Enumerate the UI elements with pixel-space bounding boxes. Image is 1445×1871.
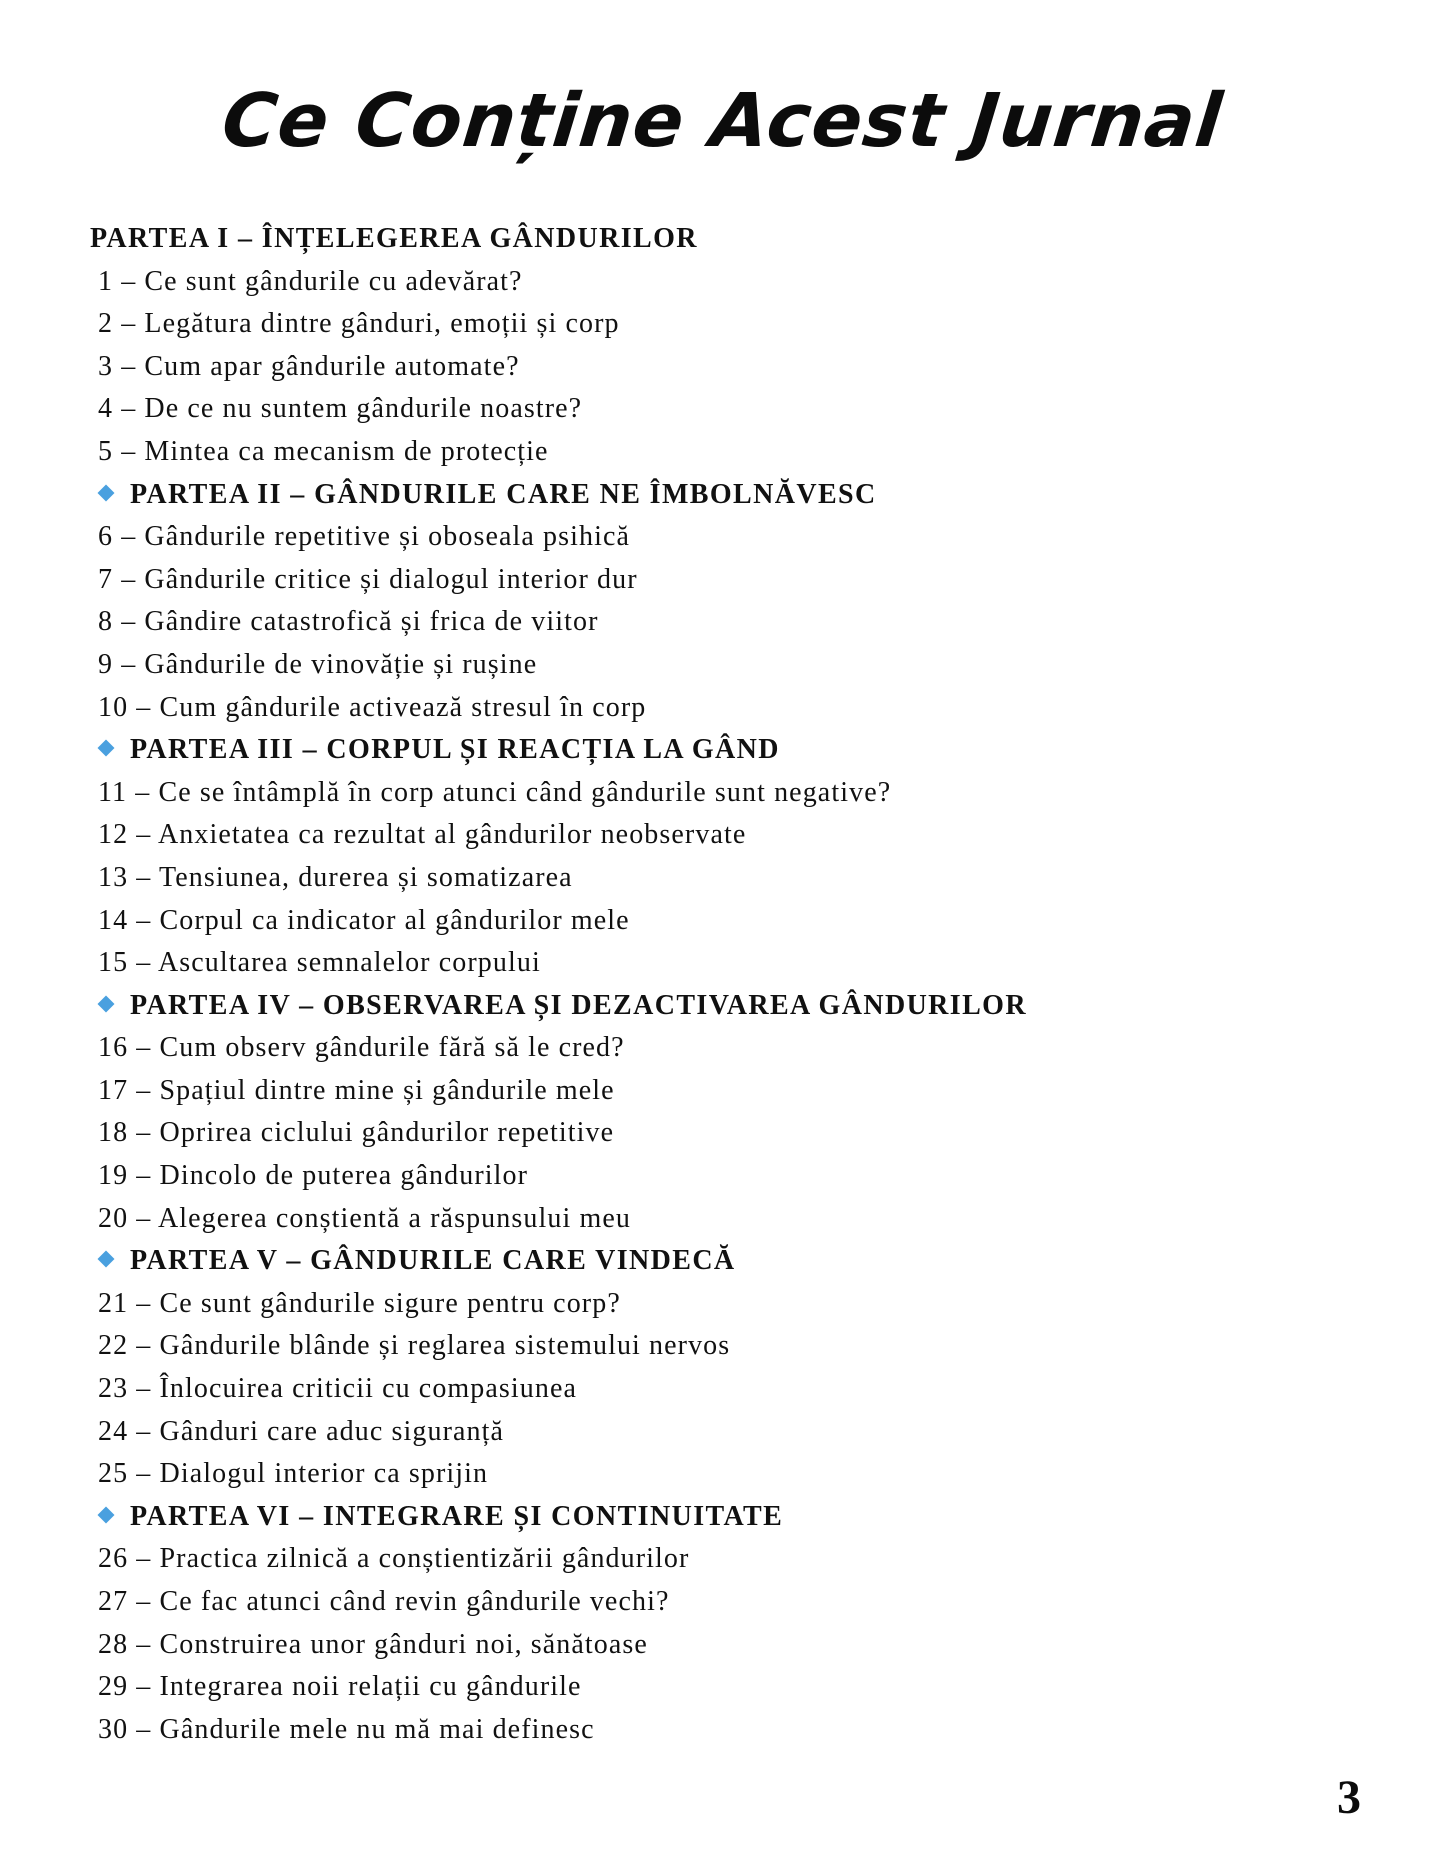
toc-chapter-item: 7 – Gândurile critice și dialogul interior dur — [98, 563, 638, 595]
toc-part-label: PARTEA V – GÂNDURILE CARE VINDECĂ — [130, 1245, 736, 1277]
toc-chapter-item: 5 – Mintea ca mecanism de protecție — [98, 435, 549, 467]
toc-chapter-item: 22 – Gândurile blânde și reglarea sistemului nervos — [98, 1330, 731, 1362]
table-of-contents — [90, 218, 1340, 1751]
diamond-icon — [98, 1251, 115, 1268]
toc-chapter-item: 12 – Anxietatea ca rezultat al gândurilor neobservate — [98, 819, 747, 851]
toc-chapter-item: 13 – Tensiunea, durerea și somatizarea — [98, 861, 573, 893]
diamond-icon — [98, 740, 115, 757]
toc-part-heading — [90, 1496, 1340, 1539]
page-title: Ce Conține Acest Jurnal — [218, 78, 1227, 164]
toc-chapter-item: 20 – Alegerea conștientă a răspunsului meu — [98, 1202, 631, 1234]
toc-chapter-item: 6 – Gândurile repetitive și oboseala psihică — [98, 521, 631, 553]
toc-part-label: PARTEA I – ÎNȚELEGEREA GÂNDURILOR — [90, 223, 698, 254]
toc-chapter-item: 1 – Ce sunt gândurile cu adevărat? — [98, 265, 523, 297]
toc-part-heading — [90, 218, 1340, 261]
toc-part-label: PARTEA VI – INTEGRARE ȘI CONTINUITATE — [130, 1500, 784, 1532]
toc-chapter-item: 28 – Construirea unor gânduri noi, sănătoase — [98, 1628, 648, 1660]
toc-chapter-item: 24 – Gânduri care aduc siguranță — [98, 1415, 505, 1447]
toc-chapter-item: 26 – Practica zilnică a conștientizării gândurilor — [98, 1543, 690, 1575]
toc-chapter-item: 4 – De ce nu suntem gândurile noastre? — [98, 393, 583, 425]
toc-part-heading — [90, 1240, 1340, 1283]
toc-chapter-item: 10 – Cum gândurile activează stresul în corp — [98, 691, 647, 723]
toc-chapter-item: 2 – Legătura dintre gânduri, emoții și corp — [98, 308, 620, 340]
toc-chapter-item: 11 – Ce se întâmplă în corp atunci când gândurile sunt negative? — [98, 776, 892, 808]
diamond-icon — [98, 995, 115, 1012]
toc-chapter-item: 23 – Înlocuirea criticii cu compasiunea — [98, 1373, 578, 1405]
page-number: 3 — [1337, 1771, 1361, 1824]
toc-chapter-item: 30 – Gândurile mele nu mă mai definesc — [98, 1713, 595, 1745]
diamond-icon — [98, 484, 115, 501]
toc-chapter-item: 18 – Oprirea ciclului gândurilor repetitive — [98, 1117, 615, 1149]
toc-chapter-item: 8 – Gândire catastrofică și frica de viitor — [98, 606, 599, 638]
toc-chapter-item: 27 – Ce fac atunci când revin gândurile vechi? — [98, 1586, 670, 1617]
toc-chapter-item: 17 – Spațiul dintre mine și gândurile mele — [98, 1074, 615, 1106]
toc-part-heading — [90, 985, 1340, 1028]
toc-chapter-item: 14 – Corpul ca indicator al gândurilor mele — [98, 904, 630, 936]
toc-part-label: PARTEA III – CORPUL ȘI REACȚIA LA GÂND — [130, 734, 780, 766]
toc-chapter-item: 9 – Gândurile de vinovăție și rușine — [98, 648, 538, 680]
toc-chapter-item: 19 – Dincolo de puterea gândurilor — [98, 1160, 529, 1192]
toc-part-label: PARTEA II – GÂNDURILE CARE NE ÎMBOLNĂVESC — [130, 478, 877, 510]
toc-part-heading — [90, 474, 1340, 517]
toc-chapter-item: 25 – Dialogul interior ca sprijin — [98, 1458, 489, 1490]
toc-chapter-item: 16 – Cum observ gândurile fără să le cred? — [98, 1032, 625, 1064]
toc-part-label: PARTEA IV – OBSERVAREA ȘI DEZACTIVAREA GÂNDURILOR — [130, 989, 1027, 1021]
diamond-icon — [98, 1506, 115, 1523]
toc-chapter-item: 15 – Ascultarea semnalelor corpului — [98, 947, 541, 979]
toc-chapter-item: 21 – Ce sunt gândurile sigure pentru corp? — [98, 1287, 621, 1319]
toc-chapter-item: 29 – Integrarea noii relații cu gândurile — [98, 1671, 582, 1703]
toc-part-heading — [90, 729, 1340, 772]
toc-chapter-item: 3 – Cum apar gândurile automate? — [98, 350, 520, 382]
